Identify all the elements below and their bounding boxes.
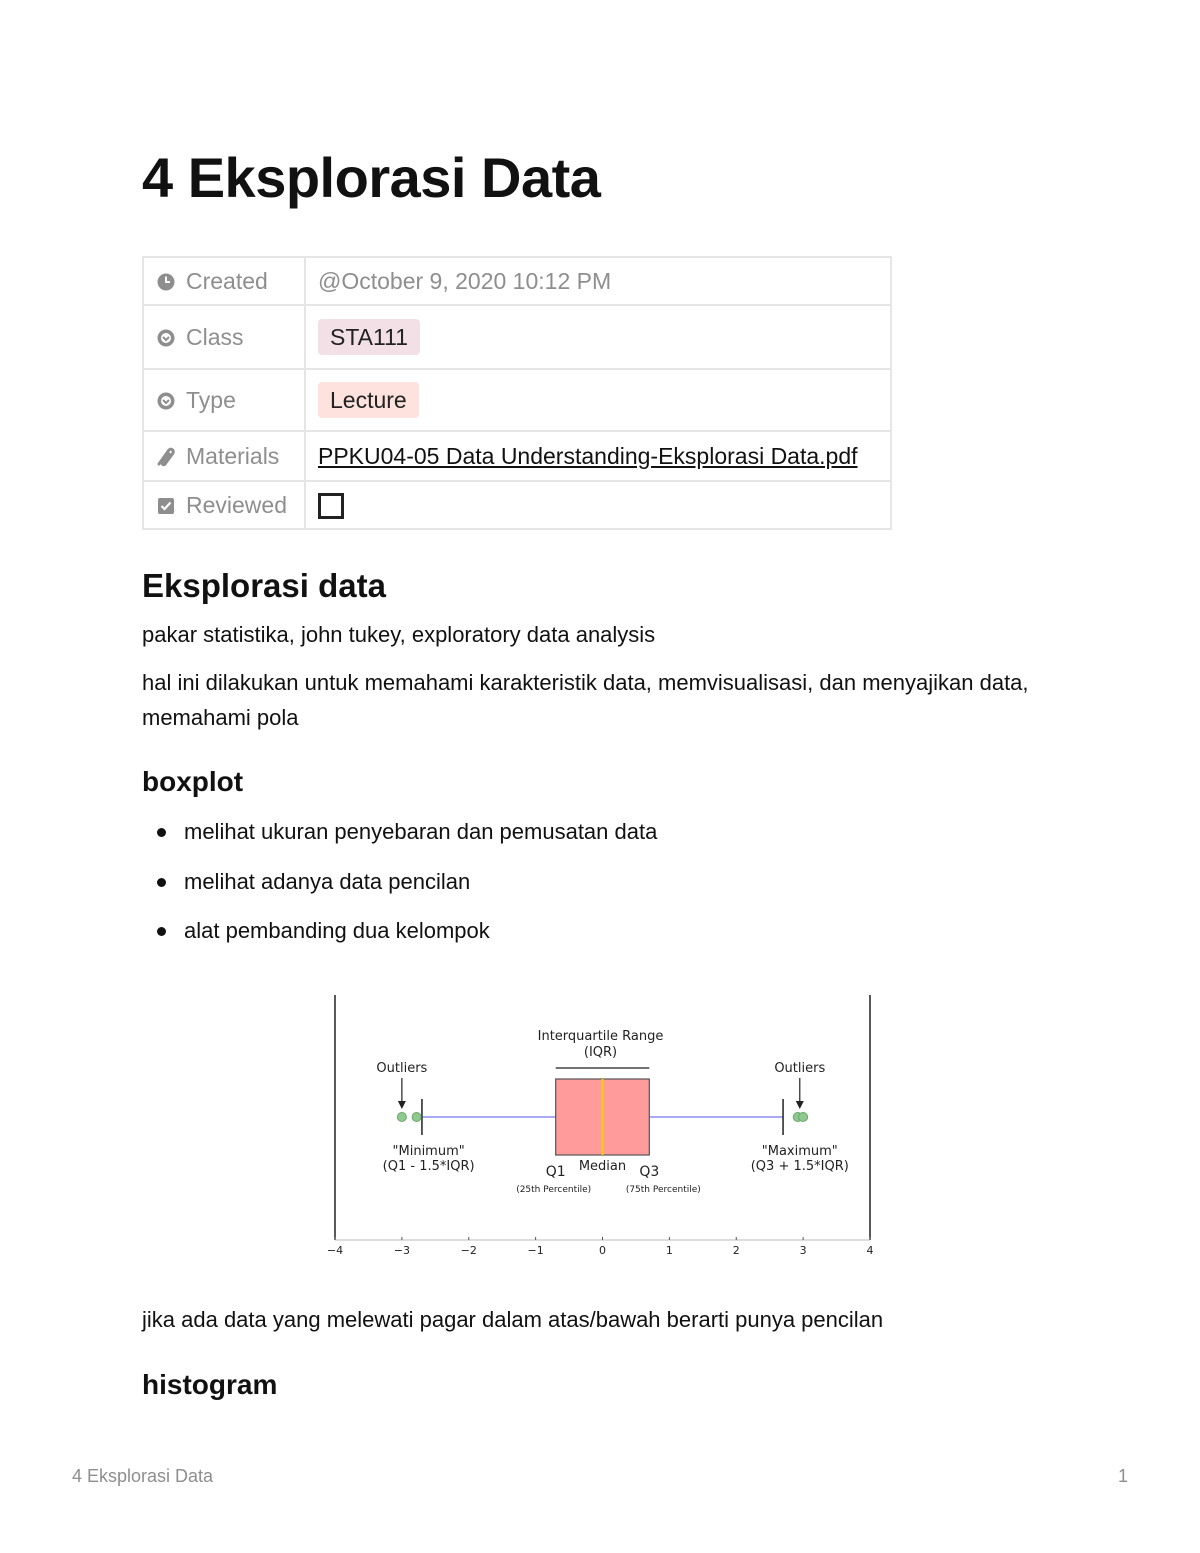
paragraph: pakar statistika, john tukey, exploratory data analysis <box>142 622 656 647</box>
property-value-type <box>305 369 891 431</box>
median-label: Median <box>578 1159 627 1174</box>
section-heading-boxplot: boxplot <box>142 766 244 797</box>
page-title: 4 Eksplorasi Data <box>142 146 601 209</box>
bullet-dot <box>157 828 166 837</box>
property-value-reviewed <box>305 481 891 529</box>
q1-sub-label: (25th Percentile) <box>516 1185 592 1195</box>
property-row-class <box>143 305 891 369</box>
iqr-abbr-label: (IQR) <box>583 1045 618 1060</box>
minimum-formula-label: (Q1 - 1.5*IQR) <box>382 1159 475 1174</box>
outlier-point <box>799 1113 808 1122</box>
q3-label: Q3 <box>639 1164 660 1180</box>
x-tick-label: 4 <box>866 1244 874 1257</box>
maximum-label: "Maximum" <box>761 1144 838 1159</box>
minimum-label: "Minimum" <box>392 1144 465 1159</box>
x-tick-label: 1 <box>665 1244 673 1257</box>
paperclip-icon <box>156 447 176 467</box>
q1-label: Q1 <box>545 1164 566 1180</box>
list-item: alat pembanding dua kelompok <box>142 913 657 963</box>
checkbox-icon <box>156 496 176 516</box>
outlier-point <box>412 1113 421 1122</box>
x-tick-label: 3 <box>799 1244 807 1257</box>
x-tick-label: −4 <box>326 1244 344 1257</box>
section-heading-eksplorasi: Eksplorasi data <box>142 567 386 604</box>
property-row-reviewed <box>143 481 891 529</box>
q3-sub-label: (75th Percentile) <box>625 1185 701 1195</box>
bullet-list <box>142 814 657 963</box>
property-key-created: Created <box>143 257 305 305</box>
type-tag[interactable]: Lecture <box>318 382 419 418</box>
outliers-left-arrowhead <box>398 1101 406 1109</box>
maximum-formula-label: (Q3 + 1.5*IQR) <box>750 1159 849 1174</box>
property-value-created: @October 9, 2020 10:12 PM <box>305 257 891 305</box>
clock-icon <box>156 272 176 292</box>
outliers-right-arrowhead <box>796 1101 804 1109</box>
x-tick-label: −3 <box>393 1244 410 1257</box>
outliers-right-label: Outliers <box>774 1061 826 1076</box>
property-key-class: Class <box>143 305 305 369</box>
select-icon <box>156 328 176 348</box>
outliers-left-label: Outliers <box>376 1061 428 1076</box>
property-key-materials: Materials <box>143 431 305 481</box>
x-tick-label: 2 <box>732 1244 740 1257</box>
list-item: melihat adanya data pencilan <box>142 864 657 914</box>
footer-title: 4 Eksplorasi Data <box>72 1466 214 1486</box>
bullet-dot <box>157 927 166 936</box>
boxplot-figure <box>322 993 882 1263</box>
class-tag[interactable]: STA111 <box>318 319 420 355</box>
paragraph: jika ada data yang melewati pagar dalam atas/bawah berarti punya pencilan <box>142 1307 884 1332</box>
outlier-point <box>397 1113 406 1122</box>
bullet-dot <box>157 878 166 887</box>
property-row-materials <box>143 431 891 481</box>
property-key-type: Type <box>143 369 305 431</box>
paragraph: hal ini dilakukan untuk memahami karakteristik data, memvisualisasi, dan menyajikan data, memahami pola <box>142 670 1029 730</box>
x-tick-label: −2 <box>460 1244 477 1257</box>
list-item: melihat ukuran penyebaran dan pemusatan data <box>142 814 657 864</box>
x-tick-label: 0 <box>599 1244 606 1257</box>
properties-table <box>142 256 892 530</box>
materials-link[interactable]: PPKU04-05 Data Understanding-Eksplorasi Data.pdf <box>318 442 858 469</box>
section-heading-histogram: histogram <box>142 1369 278 1400</box>
page-number: 1 <box>1117 1466 1128 1486</box>
property-key-reviewed: Reviewed <box>143 481 305 529</box>
property-row-created <box>143 257 891 305</box>
iqr-label: Interquartile Range <box>537 1029 664 1044</box>
property-value-class <box>305 305 891 369</box>
reviewed-checkbox[interactable] <box>318 493 344 519</box>
select-icon <box>156 391 176 411</box>
x-tick-label: −1 <box>527 1244 544 1257</box>
property-value-materials <box>305 431 891 481</box>
property-row-type <box>143 369 891 431</box>
